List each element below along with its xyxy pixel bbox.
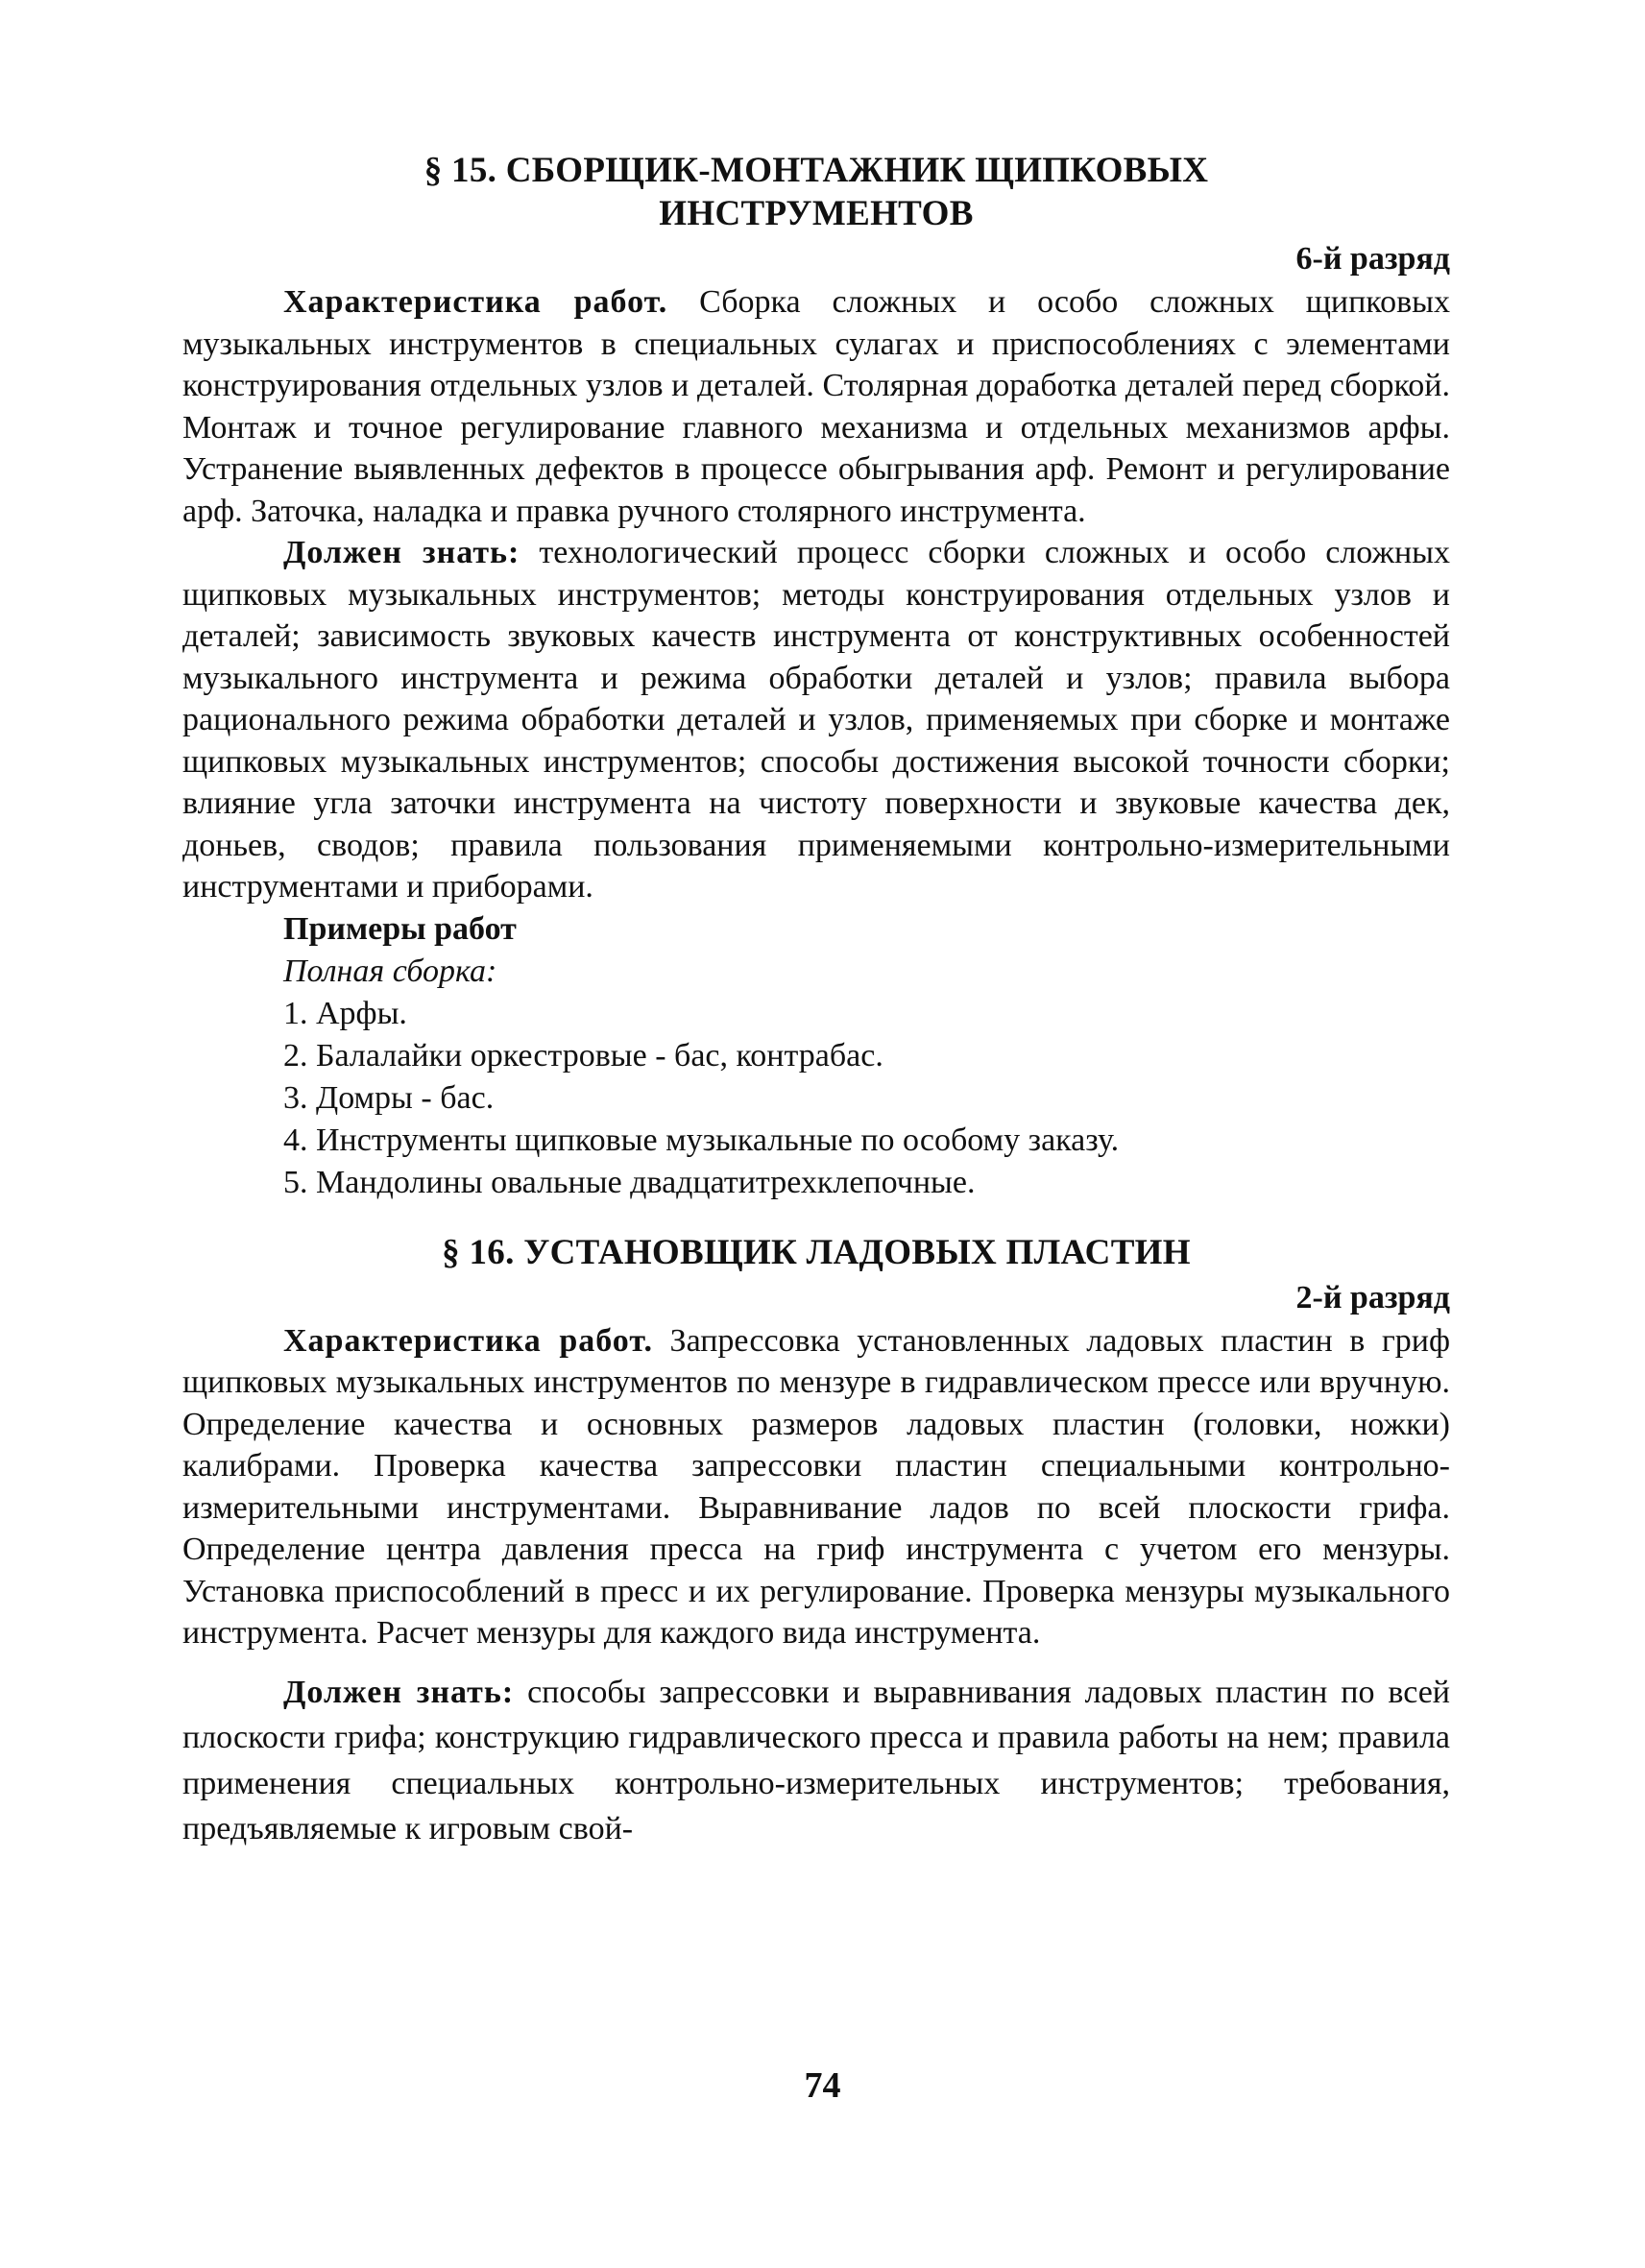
page-number: 74 xyxy=(804,2065,841,2106)
section-16-title: § 16. УСТАНОВЩИК ЛАДОВЫХ ПЛАСТИН xyxy=(442,1232,1191,1272)
must-know-text: технологический процесс сборки сложных и особо сложных щипковых музыкальных инструментов; методы конструирования отдельных узлов и деталей; зависимость звуковых качеств инструмента от конструктивных особенностей музыкального инструмента и режима обработки деталей и узлов; правила выбора рационального режима обработки деталей и узлов, применяемых при сборке и монтаже щипковых музыкальных инструментов; способы достижения высокой точности сборки; влияние угла заточки инструмента на чистоту поверхности и звуковые качества дек, доньев, сводов; правила пользования применяемыми контрольно-измерительными инструментами и приборами. xyxy=(182,535,1450,905)
list-item: 1. Арфы. xyxy=(283,995,407,1031)
examples-heading: Примеры работ xyxy=(283,910,517,947)
work-characteristics-label: Характеристика работ. xyxy=(283,284,668,320)
section-15-grade: 6-й разряд xyxy=(1295,241,1450,277)
examples-list xyxy=(182,993,1450,1204)
list-item: 2. Балалайки оркестровые - бас, контрабас. xyxy=(283,1037,883,1074)
full-assembly-label: Полная сборка: xyxy=(283,953,497,989)
list-item: 5. Мандолины овальные двадцатитрехклепочные. xyxy=(283,1164,976,1200)
list-item: 4. Инструменты щипковые музыкальные по особому заказу. xyxy=(283,1122,1120,1158)
section-15-title xyxy=(182,149,1450,235)
section-16-work-characteristics xyxy=(182,1320,1450,1654)
list-item: 3. Домры - бас. xyxy=(283,1079,495,1116)
document-page xyxy=(182,149,1450,1852)
must-know-label: Должен знать: xyxy=(283,1674,515,1710)
section-15-title-line-2: ИНСТРУМЕНТОВ xyxy=(659,194,974,233)
must-know-text: способы запрессовки и выравнивания ладовых пластин по всей плоскости грифа; конструкцию гидравлического пресса и правила работы на нем; правила применения специальных контрольно-измерительных инструментов; требования, предъявляемые к игровым свой- xyxy=(182,1674,1450,1846)
work-characteristics-label: Характеристика работ. xyxy=(283,1322,653,1359)
section-15-title-line-1: § 15. СБОРЩИК-МОНТАЖНИК ЩИПКОВЫХ xyxy=(423,151,1209,190)
section-16-grade: 2-й разряд xyxy=(1295,1279,1450,1315)
section-15-work-characteristics xyxy=(182,281,1450,532)
section-16-must-know xyxy=(182,1670,1450,1852)
work-characteristics-text: Сборка сложных и особо сложных щипковых музыкальных инструментов в специальных сулагах и приспособлениях с элементами конструирования отдельных узлов и деталей. Столярная доработка деталей перед сборкой. Монтаж и точное регулирование главного механизма и отдельных механизмов арфы. Устранение выявленных дефектов в процессе обыгрывания арф. Ремонт и регулирование арф. Заточка, наладка и правка ручного столярного инструмента. xyxy=(182,284,1450,529)
work-characteristics-text: Запрессовка установленных ладовых пластин в гриф щипковых музыкальных инструментов по мензуре в гидравлическом прессе или вручную. Определение качества и основных размеров ладовых пластин (головки, ножки) калибрами. Проверка качества запрессовки пластин специальными контрольно-измерительными инструментами. Выравнивание ладов по всей плоскости грифа. Определение центра давления пресса на гриф инструмента с учетом его мензуры. Установка приспособлений в пресс и их регулирование. Проверка мензуры музыкального инструмента. Расчет мензуры для каждого вида инструмента. xyxy=(182,1322,1450,1651)
must-know-label: Должен знать: xyxy=(283,535,520,570)
section-15-must-know xyxy=(182,532,1450,908)
